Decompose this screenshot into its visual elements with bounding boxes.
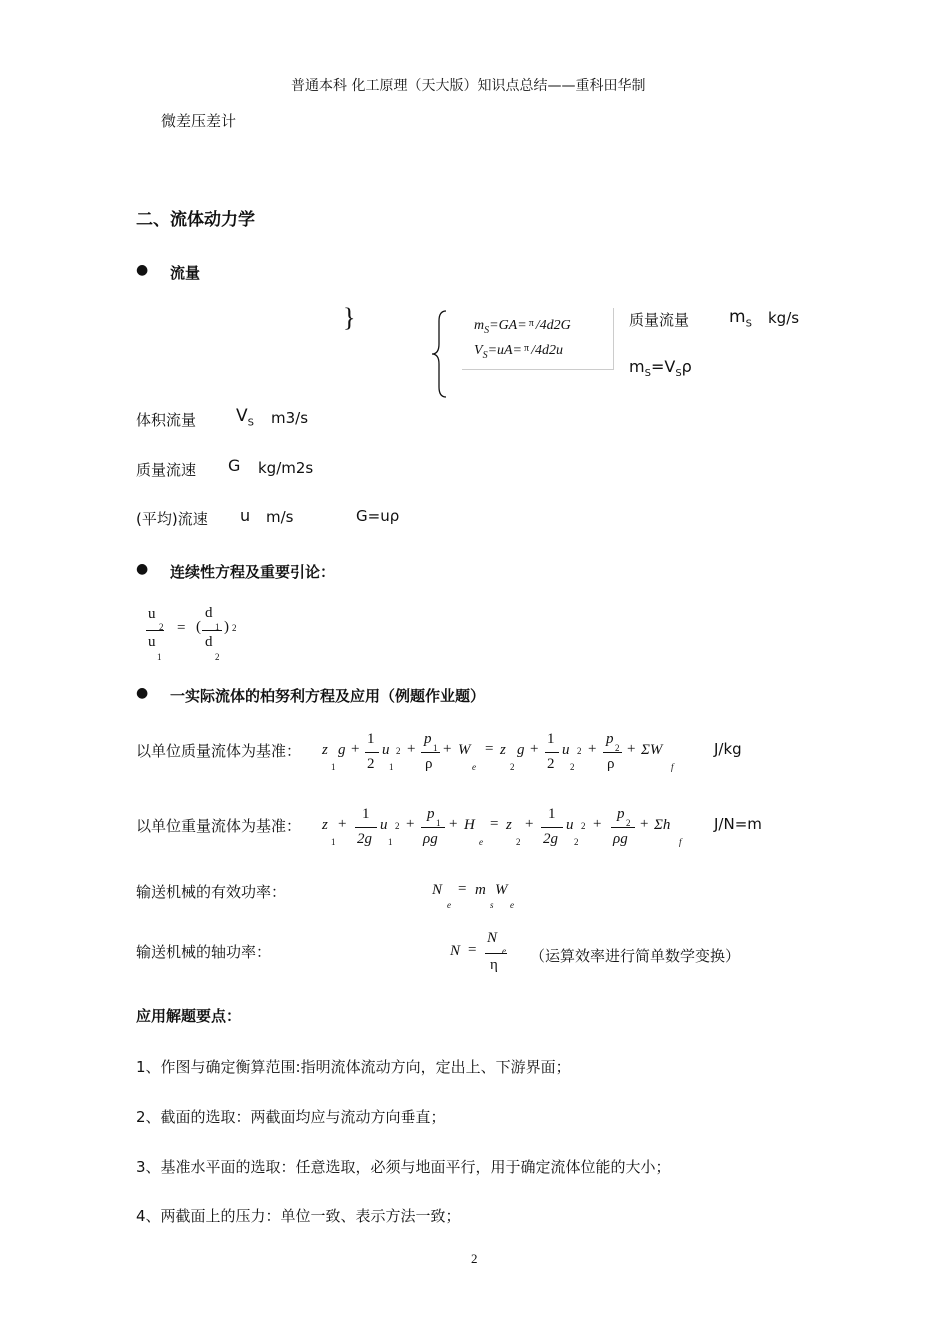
bullet-icon: ● <box>136 685 149 701</box>
bernoulli-weight-unit: J/N=m <box>714 815 762 833</box>
bernoulli-heading: 一实际流体的柏努利方程及应用（例题作业题） <box>170 687 486 705</box>
small-brace: } <box>343 303 356 332</box>
volume-flow-formula: $V_S=uA= ^\pi$ /4d2u <box>474 343 563 361</box>
intro-text: 微差压差计 <box>161 112 237 130</box>
mass-volume-relation: $m_S=V_S\rho$ <box>629 357 692 380</box>
flow-heading: 流量 <box>170 264 201 282</box>
volume-flow-label: 体积流量 <box>136 411 197 429</box>
shaft-power-note: （运算效率进行简单数学变换） <box>530 947 741 965</box>
volume-flow-symbol: $V_S$ <box>236 406 254 429</box>
avg-velocity-symbol: u <box>240 506 251 525</box>
mass-flow-symbol: $m_S$ <box>729 307 752 330</box>
shaft-power-label: 输送机械的轴功率： <box>136 943 272 961</box>
volume-flow-unit: m3/s <box>271 409 309 427</box>
mass-flow-formula: $m_S=GA= ^\pi$ /4d2G <box>474 318 571 336</box>
left-brace <box>430 309 450 399</box>
mass-flow-unit: kg/s <box>768 309 800 327</box>
tip-item: 3、基准水平面的选取：任意选取，必须与地面平行，用于确定流体位能的大小； <box>136 1158 671 1176</box>
mass-velocity-label: 质量流速 <box>136 461 197 479</box>
tips-heading: 应用解题要点： <box>136 1007 242 1025</box>
tip-item: 1、作图与确定衡算范围:指明流体流动方向，定出上、下游界面； <box>136 1058 571 1076</box>
mass-flow-label: 质量流量 <box>629 311 690 329</box>
tip-item: 4、两截面上的压力：单位一致、表示方法一致； <box>136 1207 461 1225</box>
avg-velocity-relation: G=uρ <box>356 507 400 525</box>
bernoulli-weight-label: 以单位重量流体为基准： <box>136 817 302 835</box>
tip-item: 2、截面的选取：两截面均应与流动方向垂直； <box>136 1108 446 1126</box>
avg-velocity-label: (平均)流速 <box>136 510 208 528</box>
mass-velocity-symbol: G <box>228 456 241 475</box>
bullet-icon: ● <box>136 561 149 577</box>
mass-velocity-unit: kg/m2s <box>258 459 314 477</box>
continuity-heading: 连续性方程及重要引论： <box>170 563 336 581</box>
page-number: 2 <box>471 1251 478 1266</box>
effective-power-label: 输送机械的有效功率： <box>136 883 287 901</box>
avg-velocity-unit: m/s <box>266 508 294 526</box>
bernoulli-mass-label: 以单位质量流体为基准： <box>136 742 302 760</box>
section-title: 二、流体动力学 <box>136 210 255 230</box>
bullet-icon: ● <box>136 262 149 278</box>
page-header: 普通本科 化工原理（天大版）知识点总结——重科田华制 <box>291 78 646 94</box>
bernoulli-mass-unit: J/kg <box>714 740 742 758</box>
